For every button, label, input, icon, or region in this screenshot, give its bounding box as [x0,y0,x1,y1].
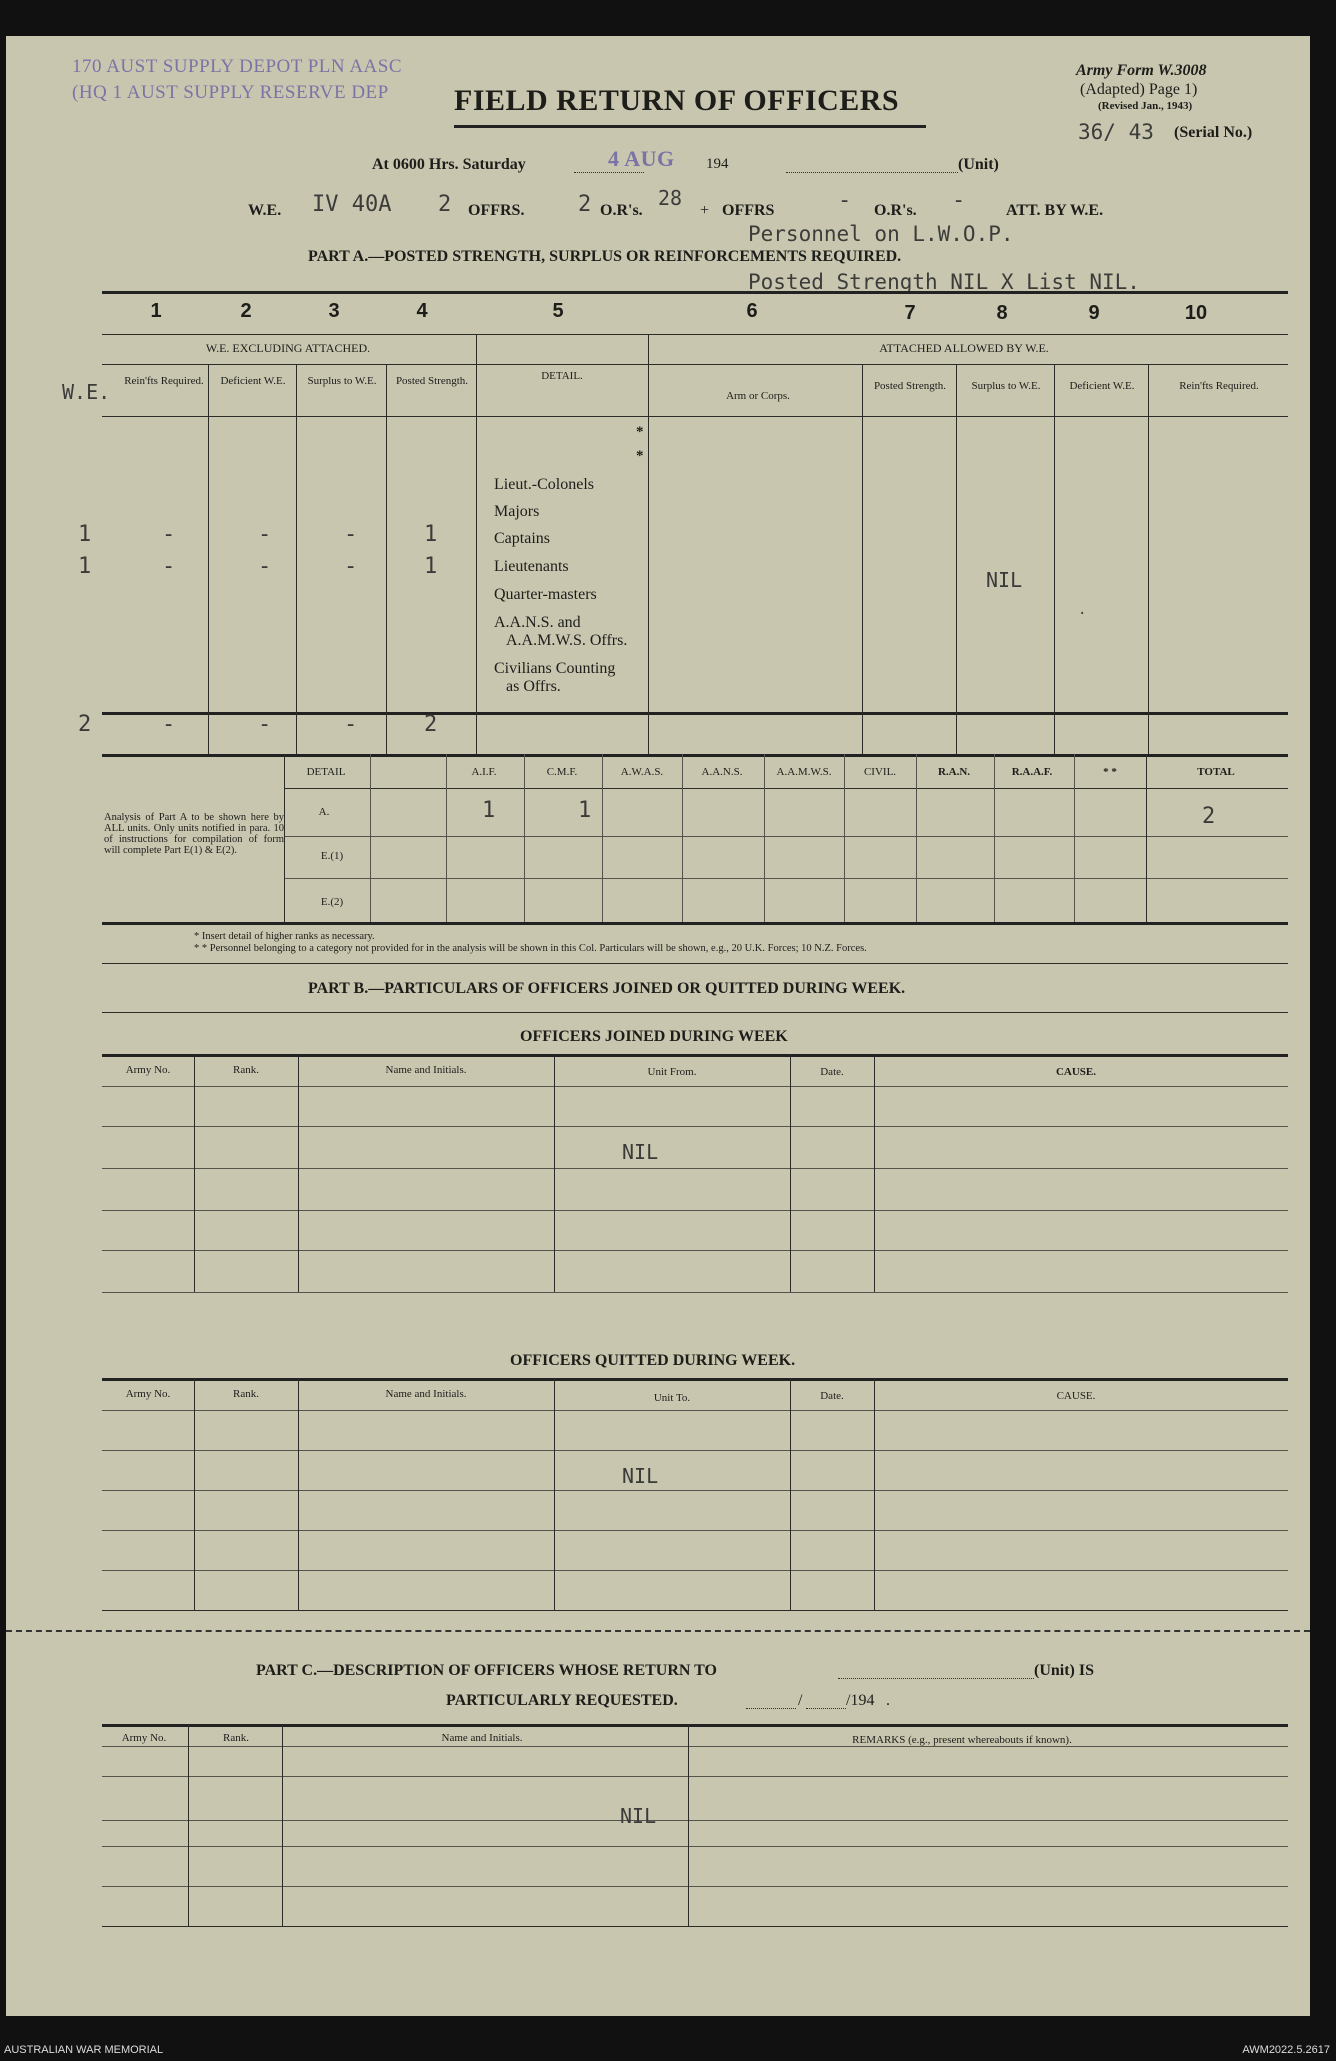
header-arm-corps: Arm or Corps. [726,390,790,402]
quitted-header-army-no: Army No. [125,1388,171,1400]
analysis-aif-a: 1 [482,798,496,823]
analysis-header-total: TOTAL [1197,766,1235,778]
joined-header-cause: CAUSE. [1055,1066,1097,1078]
quitted-nil: NIL [622,1464,659,1488]
date-stamp: 4 AUG [608,146,675,171]
analysis-cmf-a: 1 [578,798,592,823]
joined-title: OFFICERS JOINED DURING WEEK [520,1028,788,1045]
col-number-5: 5 [552,300,564,322]
army-form-adapted: (Adapted) Page 1) [1080,81,1198,98]
part-c-unit-is: (Unit) IS [1034,1662,1095,1679]
col-number-1: 1 [150,300,162,322]
total-we: 2 [78,712,92,737]
analysis-header-other: * * [1103,766,1117,778]
ors2-value: - [952,188,966,213]
part-c-requested: PARTICULARLY REQUESTED. [446,1692,678,1709]
analysis-row-a: A. [318,806,330,818]
col-number-7: 7 [904,302,916,324]
group-attached-allowed: ATTACHED ALLOWED BY W.E. [879,341,1049,355]
footer-left: AUSTRALIAN WAR MEMORIAL [4,2044,164,2056]
serial-label: (Serial No.) [1174,124,1253,141]
offrs-label: OFFRS. [468,202,525,219]
part-c-header-remarks: REMARKS (e.g., present whereabouts if known). [852,1734,1072,1746]
footnote-2: * * Personnel belonging to a category not provided for in the analysis will be shown in this Col. Particulars will be shown, e.g., 20 U.K. Forces; 10 N.Z. Forces. [194,943,867,954]
analysis-header-raaf: R.A.A.F. [1011,766,1053,778]
analysis-header-aamws: A.A.M.W.S. [776,766,832,778]
unit-stamp-line2: (HQ 1 AUST SUPPLY RESERVE DEP [72,82,389,103]
joined-header-rank: Rank. [233,1064,259,1076]
ors2-label: O.R's. [874,202,917,219]
year-label: 194 [706,156,729,172]
part-c-year: /194 [846,1692,875,1709]
rank-aamws: A.A.M.W.S. Offrs. [506,632,628,649]
analysis-note: Analysis of Part A to be shown here by ALL units. Only units notified in para. 10 of instructions for compilation of form will complete Part E(1) & E(2). [104,812,284,856]
quitted-title: OFFICERS QUITTED DURING WEEK. [510,1352,796,1369]
joined-header-name: Name and Initials. [385,1064,467,1076]
joined-header-army-no: Army No. [125,1064,171,1076]
lieutenants-reinfts: - [162,554,176,579]
total-surplus: - [344,712,358,737]
part-c-slash: / [798,1692,803,1709]
lieutenants-surplus: - [344,554,358,579]
offrs2-label: OFFRS [722,202,775,219]
page-title: FIELD RETURN OF OFFICERS [454,84,900,117]
col-number-8: 8 [996,302,1008,324]
we-value: IV 40A [312,192,392,217]
part-c-header-army-no: Army No. [121,1732,167,1744]
typed-note-strength: Posted Strength NIL X List NIL. [748,270,1140,294]
quitted-header-name: Name and Initials. [385,1388,467,1400]
footnote-1: * Insert detail of higher ranks as necessary. [194,931,375,942]
analysis-total-a: 2 [1202,804,1216,829]
header-detail: DETAIL. [541,370,583,382]
quitted-header-rank: Rank. [233,1388,259,1400]
col-number-4: 4 [416,300,428,322]
analysis-header-ran: R.A.N. [937,766,971,778]
rank-captains: Captains [494,530,550,547]
joined-header-date: Date. [820,1066,844,1078]
analysis-header-detail: DETAIL [306,766,346,778]
quitted-header-date: Date. [820,1390,844,1402]
lieutenants-posted: 1 [424,554,438,579]
group-we-excluding: W.E. EXCLUDING ATTACHED. [205,341,371,355]
analysis-row-e1: E.(1) [320,850,344,862]
analysis-header-cmf: C.M.F. [546,766,578,778]
captains-we: 1 [78,522,92,547]
col-number-9: 9 [1088,302,1100,324]
part-c-header-rank: Rank. [223,1732,249,1744]
att-by-we-label: ATT. BY W.E. [1006,202,1104,219]
footer-right: AWM2022.5.2617 [1242,2044,1330,2056]
header-deficient-we: Deficient W.E. [220,375,286,387]
ors-label: O.R's. [600,202,643,219]
typed-note-lwop: Personnel on L.W.O.P. [748,222,1014,246]
header-att-deficient-we: Deficient W.E. [1069,380,1135,392]
unit-label: (Unit) [958,156,999,173]
rank-as-offrs: as Offrs. [506,678,561,695]
form-sheet [6,36,1310,2016]
rank-civilians: Civilians Counting [494,660,616,677]
plus-sign: + [700,202,710,219]
rank-lieutenants: Lieutenants [494,558,569,575]
joined-header-unit-from: Unit From. [647,1066,697,1078]
captains-posted: 1 [424,522,438,547]
lieutenants-we: 1 [78,554,92,579]
asterisk-1: * [636,424,644,440]
rank-majors: Majors [494,503,540,520]
header-att-reinfts-required: Rein'fts Required. [1179,380,1259,392]
quitted-header-cause: CAUSE. [1056,1390,1096,1402]
analysis-header-aans: A.A.N.S. [701,766,743,778]
offrs-value: 2 [438,192,452,217]
total-deficient: - [258,712,272,737]
analysis-header-civil: CIVIL. [863,766,897,778]
analysis-row-e2: E.(2) [320,896,344,908]
header-att-posted-strength: Posted Strength. [873,380,947,392]
part-a-title: PART A.—POSTED STRENGTH, SURPLUS OR REINFORCEMENTS REQUIRED. [308,248,902,265]
ors-value: 2 [578,192,592,217]
joined-nil: NIL [622,1140,659,1164]
total-reinfts: - [162,712,176,737]
lieutenants-deficient: - [258,554,272,579]
perforation-line [6,1630,1310,1632]
asterisk-2: * [636,448,644,464]
rank-quarter-masters: Quarter-masters [494,586,597,603]
offrs2-value: - [838,188,852,213]
analysis-header-aif: A.I.F. [471,766,497,778]
ors-value-2: 28 [658,186,683,210]
col-number-10: 10 [1184,302,1208,324]
quitted-header-unit-to: Unit To. [653,1392,691,1404]
captains-deficient: - [258,522,272,547]
analysis-header-awas: A.W.A.S. [620,766,664,778]
part-c-period: . [886,1692,890,1709]
title-underline [454,125,926,128]
we-label: W.E. [248,202,282,219]
col-number-3: 3 [328,300,340,322]
at-hours-label: At 0600 Hrs. Saturday [372,156,526,173]
stray-mark: . [1078,602,1087,618]
part-b-title: PART B.—PARTICULARS OF OFFICERS JOINED OR QUITTED DURING WEEK. [308,980,906,997]
captains-surplus: - [344,522,358,547]
col-number-6: 6 [746,300,758,322]
army-form-revised: (Revised Jan., 1943) [1098,100,1193,112]
header-surplus-we: Surplus to W.E. [307,375,377,387]
army-form-label: Army Form W.3008 [1076,62,1207,79]
we-margin-label: W.E. [62,380,111,404]
header-att-surplus-we: Surplus to W.E. [971,380,1041,392]
part-c-header-name: Name and Initials. [441,1732,523,1744]
col-number-2: 2 [240,300,252,322]
unit-stamp-line1: 170 AUST SUPPLY DEPOT PLN AASC [72,56,403,77]
part-c-nil: NIL [620,1804,657,1828]
captains-reinfts: - [162,522,176,547]
rank-lieut-colonels: Lieut.-Colonels [494,476,594,493]
rank-aans: A.A.N.S. and [494,614,581,631]
header-reinfts-required: Rein'fts Required. [124,375,204,387]
total-posted: 2 [424,712,438,737]
header-posted-strength: Posted Strength. [395,375,469,387]
attached-nil: NIL [986,568,1023,592]
serial-number: 36/ 43 [1078,120,1154,144]
part-c-title: PART C.—DESCRIPTION OF OFFICERS WHOSE RETURN TO [256,1662,717,1679]
